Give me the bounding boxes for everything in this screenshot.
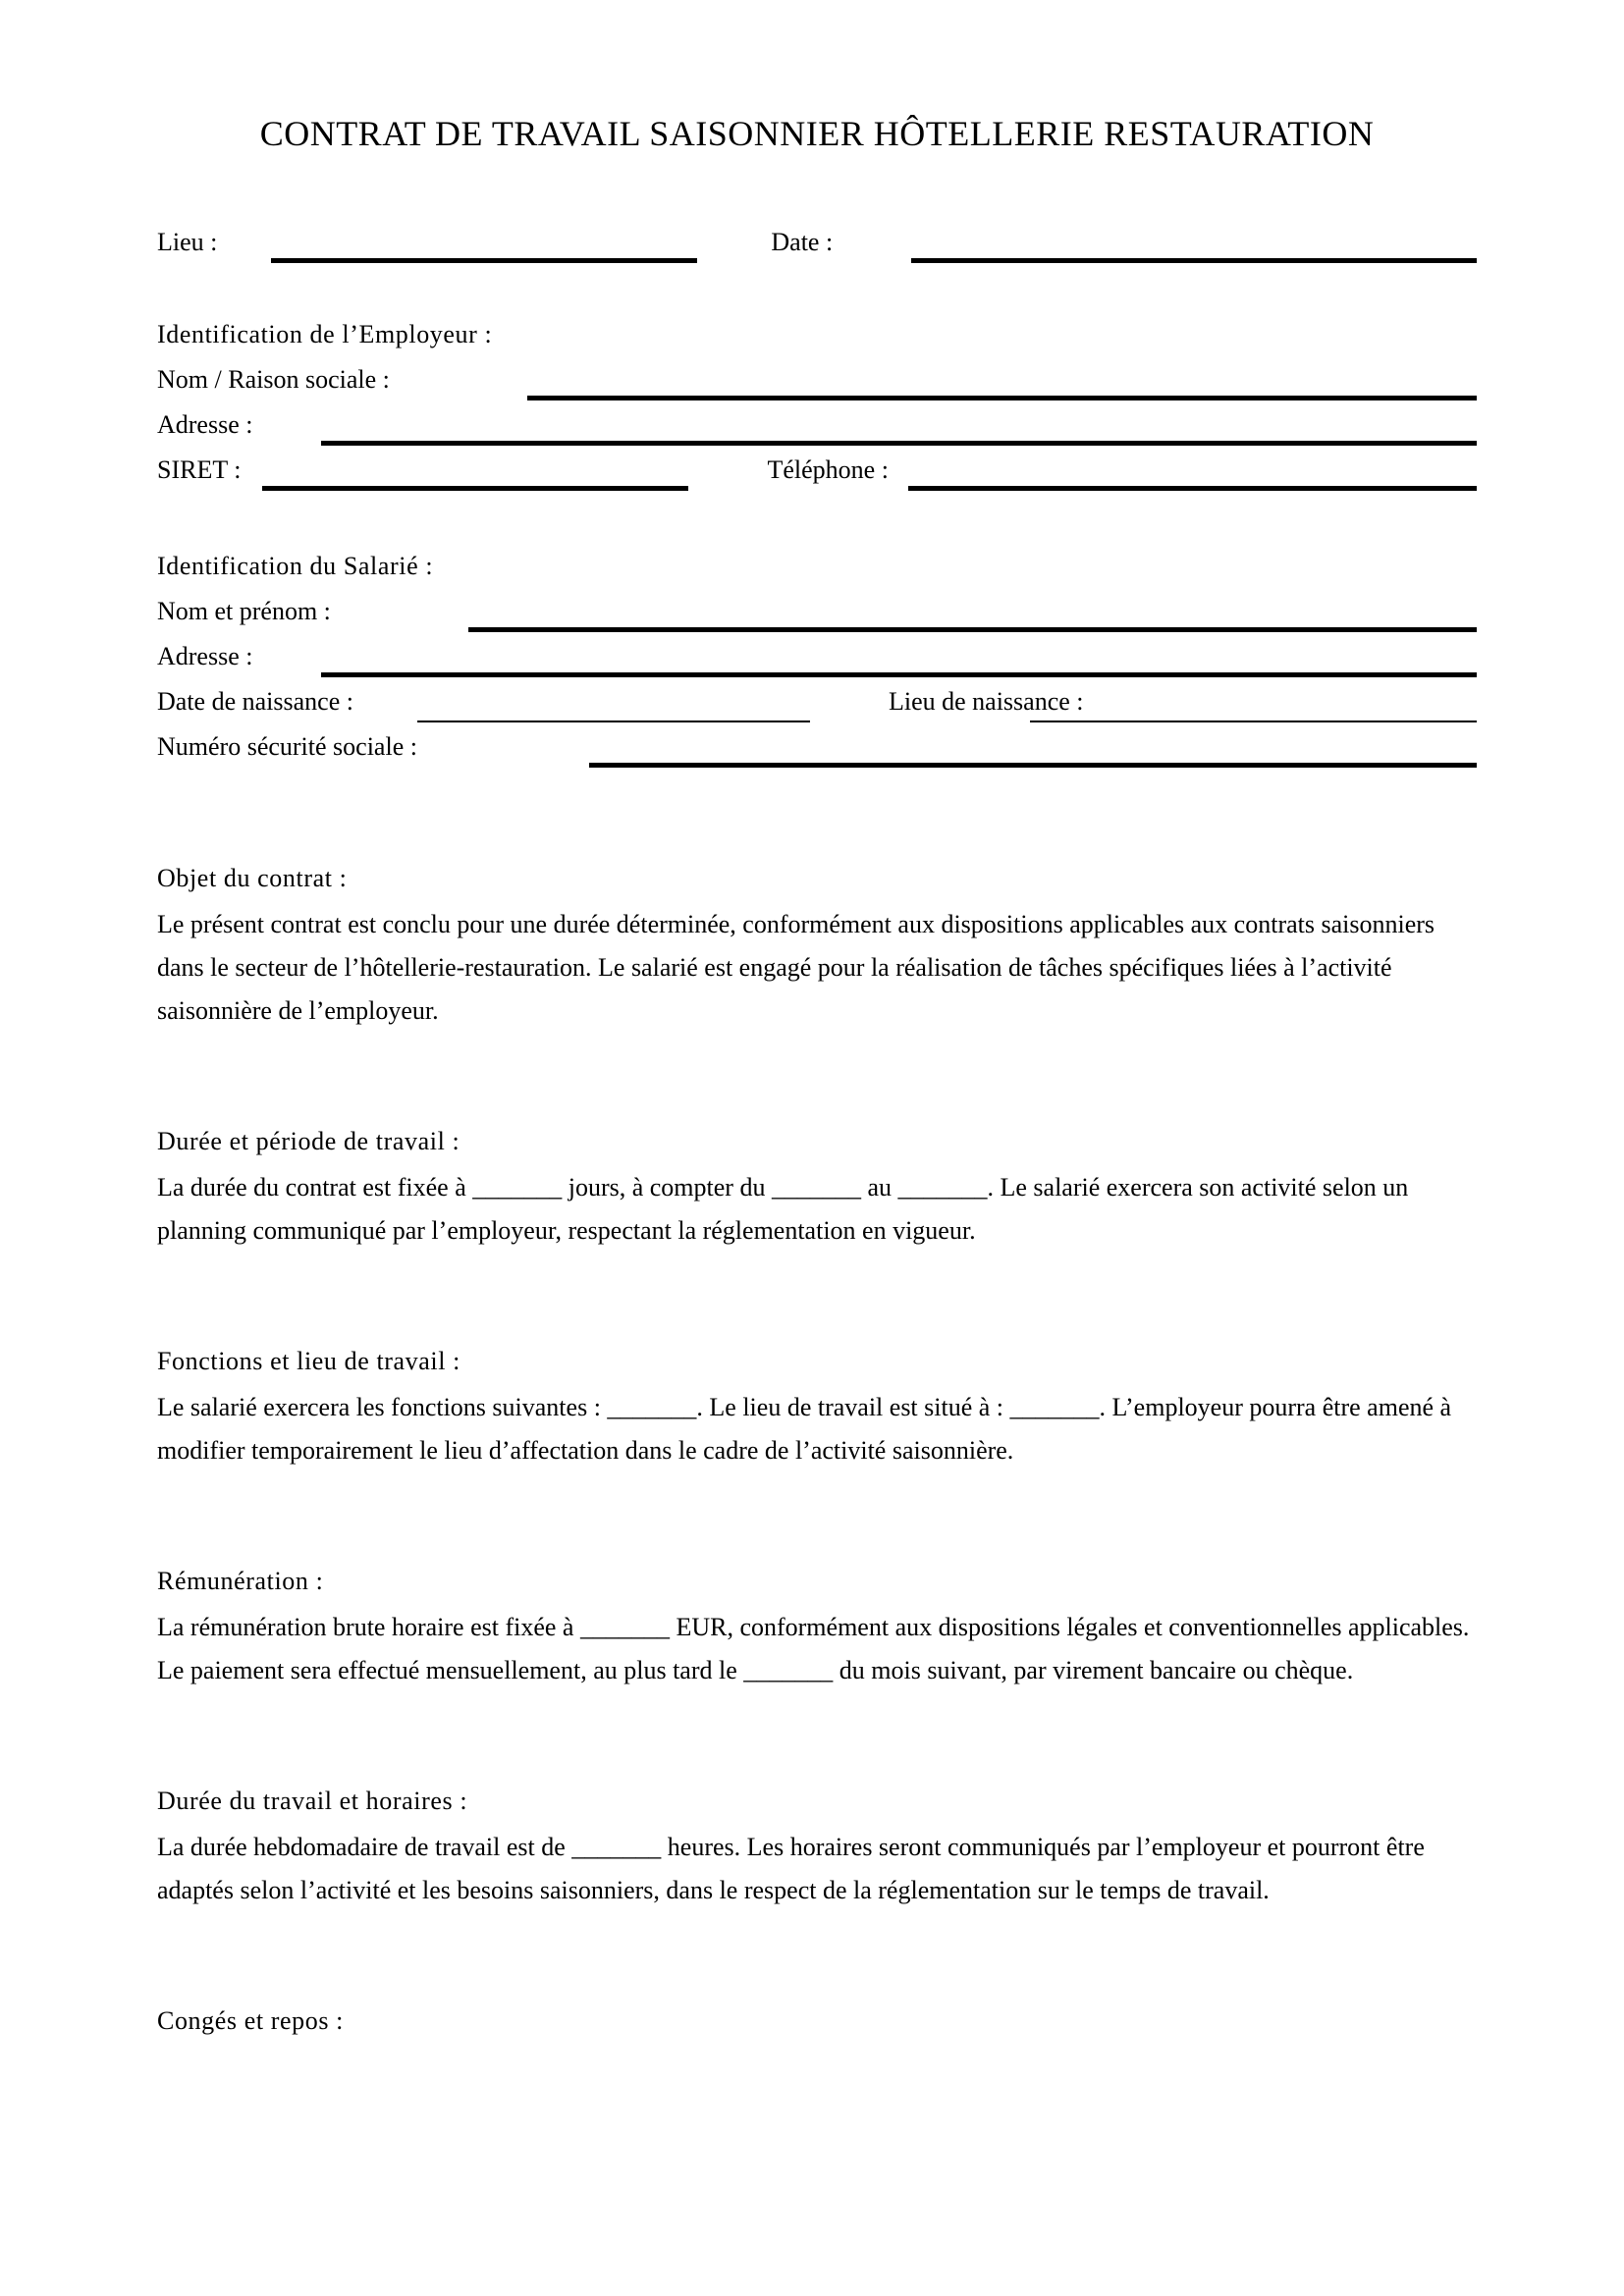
- section-remuneration-heading: Rémunération :: [157, 1567, 324, 1595]
- date-input-line[interactable]: [911, 258, 1477, 263]
- employer-siret-label: SIRET :: [157, 455, 242, 484]
- section-remuneration: [157, 1559, 1477, 1692]
- employer-name-label: Nom / Raison sociale :: [157, 365, 390, 394]
- employee-name-input-line[interactable]: [468, 627, 1477, 632]
- employee-section-heading: Identification du Salarié :: [157, 552, 434, 580]
- employee-birth-row: [157, 679, 1477, 724]
- employee-birthdate-input-line[interactable]: [417, 721, 810, 722]
- lieu-input-line[interactable]: [271, 258, 697, 263]
- section-duree-horaires: [157, 1779, 1477, 1912]
- employer-siret-input-line[interactable]: [262, 486, 688, 491]
- date-label: Date :: [771, 228, 834, 256]
- employer-name-input-line[interactable]: [527, 396, 1477, 400]
- section-objet-heading: Objet du contrat :: [157, 864, 348, 892]
- section-fonctions: [157, 1339, 1477, 1472]
- section-objet: [157, 856, 1477, 1033]
- employee-name-label: Nom et prénom :: [157, 597, 331, 625]
- employee-birthplace-label: Lieu de naissance :: [888, 687, 1084, 716]
- employer-siret-phone-row: [157, 448, 1477, 493]
- section-duree-periode-body: La durée du contrat est fixée à _______ jours, à compter du _______ au _______. Le salarié exercera son activité selon un planning communiqué par l’employeur, respectant la réglementation en vigueur.: [157, 1173, 1409, 1245]
- employee-birthplace-input-line[interactable]: [1030, 721, 1478, 722]
- employee-address-row: [157, 634, 1477, 679]
- employer-section-heading: Identification de l’Employeur :: [157, 320, 493, 348]
- employer-address-label: Adresse :: [157, 410, 253, 439]
- employee-ssn-input-line[interactable]: [589, 763, 1477, 768]
- employee-name-row: [157, 589, 1477, 634]
- lieu-date-row: [157, 220, 1477, 265]
- section-conges: [157, 1999, 1477, 2044]
- section-duree-horaires-body: La durée hebdomadaire de travail est de _______ heures. Les horaires seront communiqués par l’employeur et pourront être adaptés selon l’activité et les besoins saisonniers, dans le respect de la réglementation sur le temps de travail.: [157, 1833, 1425, 1904]
- section-remuneration-body: La rémunération brute horaire est fixée à _______ EUR, conformément aux dispositions légales et conventionnelles applicables. Le paiement sera effectué mensuellement, au plus tard le _______ du mois suivant, par virement bancaire ou chèque.: [157, 1613, 1470, 1684]
- employee-ssn-label: Numéro sécurité sociale :: [157, 732, 417, 761]
- section-conges-heading: Congés et repos :: [157, 2006, 345, 2035]
- employee-birthdate-label: Date de naissance :: [157, 687, 353, 716]
- lieu-label: Lieu :: [157, 228, 218, 256]
- employee-address-input-line[interactable]: [321, 672, 1477, 677]
- employer-address-row: [157, 402, 1477, 448]
- section-duree-horaires-heading: Durée du travail et horaires :: [157, 1787, 468, 1815]
- section-fonctions-heading: Fonctions et lieu de travail :: [157, 1347, 460, 1375]
- section-duree-periode: [157, 1119, 1477, 1253]
- employer-phone-input-line[interactable]: [908, 486, 1477, 491]
- section-objet-body: Le présent contrat est conclu pour une durée déterminée, conformément aux dispositions applicables aux contrats saisonniers dans le secteur de l’hôtellerie-restauration. Le salarié est engagé pour la réalisation de tâches spécifiques liées à l’activité saisonnière de l’employeur.: [157, 910, 1435, 1025]
- employee-ssn-row: [157, 724, 1477, 770]
- document-title: CONTRAT DE TRAVAIL SAISONNIER HÔTELLERIE RESTAURATION: [259, 114, 1375, 153]
- section-fonctions-body: Le salarié exercera les fonctions suivantes : _______. Le lieu de travail est situé à : _______. L’employeur pourra être amené à modifier temporairement le lieu d’affectation dans le cadre de l’activité saisonnière.: [157, 1393, 1452, 1465]
- employer-phone-label: Téléphone :: [767, 455, 889, 484]
- section-duree-periode-heading: Durée et période de travail :: [157, 1127, 460, 1155]
- employee-address-label: Adresse :: [157, 642, 253, 670]
- employer-address-input-line[interactable]: [321, 441, 1477, 446]
- employer-name-row: [157, 357, 1477, 402]
